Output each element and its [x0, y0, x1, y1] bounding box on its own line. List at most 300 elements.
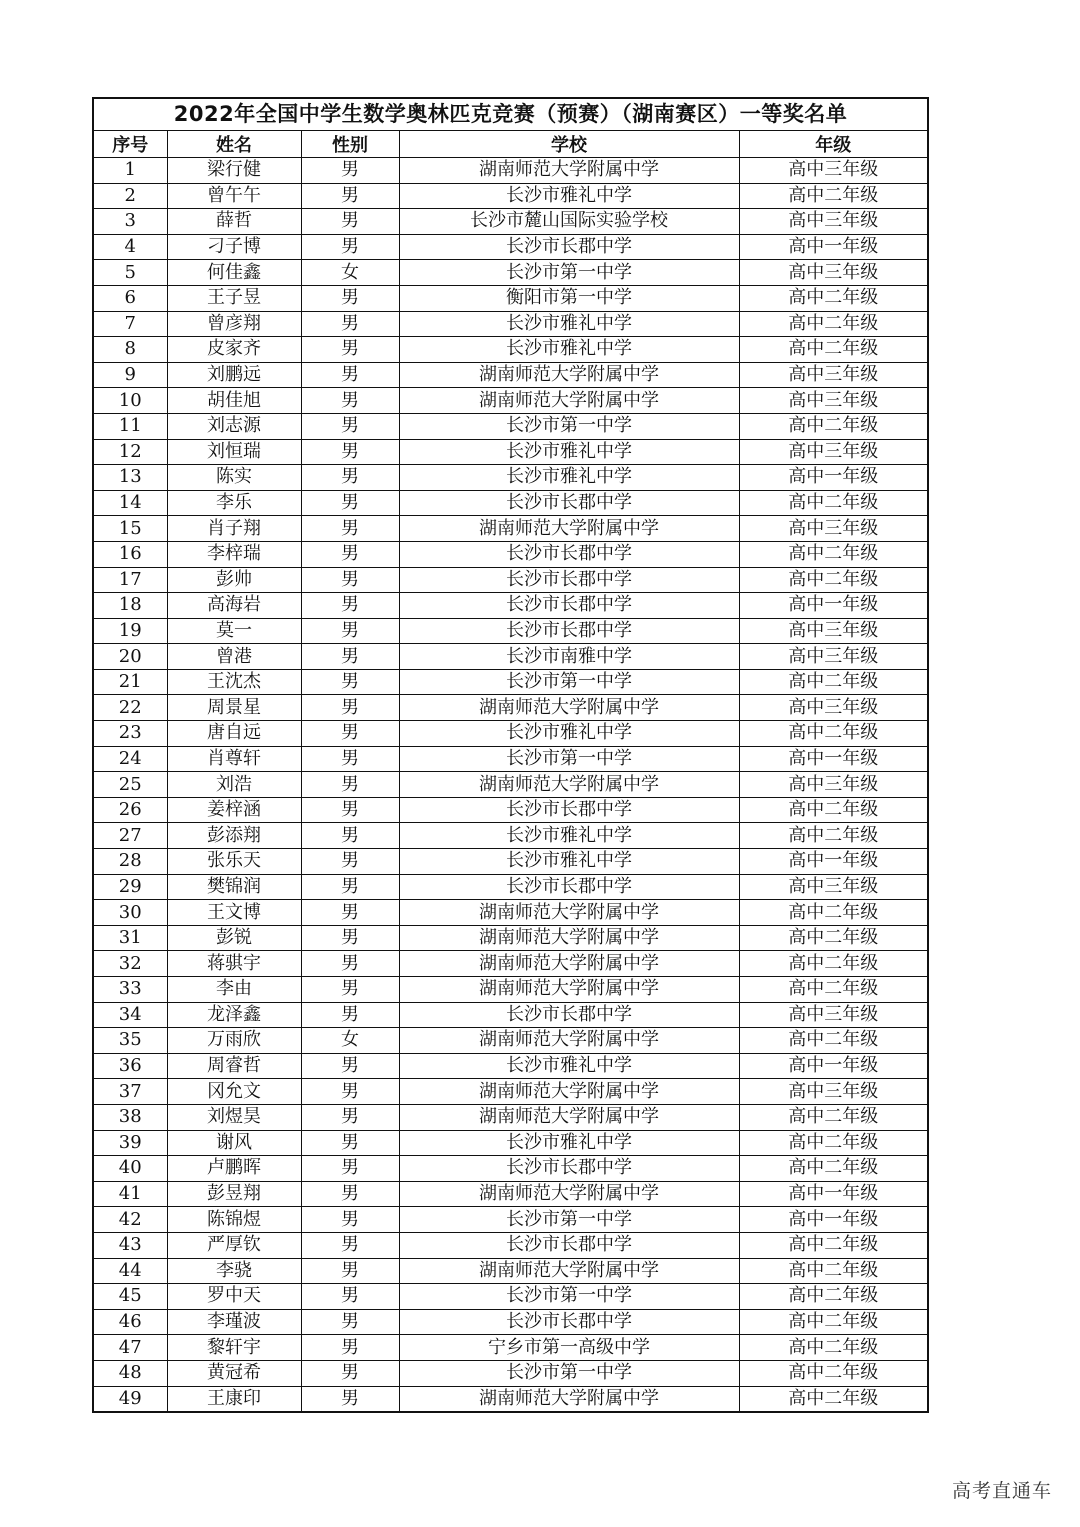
cell-name: 李瑾波 — [167, 1309, 301, 1335]
table-row — [94, 1207, 927, 1233]
table-row — [94, 900, 927, 926]
cell-grade: 高中二年级 — [739, 925, 927, 951]
award-table — [94, 131, 927, 1411]
cell-sex: 男 — [301, 1258, 399, 1284]
cell-sex: 男 — [301, 158, 399, 184]
cell-name: 万雨欣 — [167, 1028, 301, 1054]
cell-sex: 男 — [301, 1309, 399, 1335]
cell-sex: 男 — [301, 183, 399, 209]
cell-grade: 高中二年级 — [739, 1156, 927, 1182]
cell-sex: 男 — [301, 465, 399, 491]
table-row — [94, 209, 927, 235]
cell-school: 长沙市长郡中学 — [399, 1232, 739, 1258]
cell-no: 46 — [94, 1309, 167, 1335]
table-row — [94, 1002, 927, 1028]
cell-no: 39 — [94, 1130, 167, 1156]
cell-no: 33 — [94, 977, 167, 1003]
cell-school: 长沙市长郡中学 — [399, 797, 739, 823]
cell-no: 35 — [94, 1028, 167, 1054]
cell-no: 21 — [94, 669, 167, 695]
cell-no: 6 — [94, 285, 167, 311]
cell-no: 15 — [94, 516, 167, 542]
table-row — [94, 695, 927, 721]
cell-school: 湖南师范大学附属中学 — [399, 1258, 739, 1284]
table-row — [94, 490, 927, 516]
cell-school: 长沙市第一中学 — [399, 1207, 739, 1233]
cell-grade: 高中一年级 — [739, 849, 927, 875]
cell-grade: 高中三年级 — [739, 439, 927, 465]
cell-no: 25 — [94, 772, 167, 798]
cell-name: 李由 — [167, 977, 301, 1003]
cell-name: 龙泽鑫 — [167, 1002, 301, 1028]
cell-name: 陈实 — [167, 465, 301, 491]
cell-school: 长沙市雅礼中学 — [399, 823, 739, 849]
cell-sex: 男 — [301, 1104, 399, 1130]
cell-no: 12 — [94, 439, 167, 465]
cell-sex: 男 — [301, 900, 399, 926]
cell-grade: 高中二年级 — [739, 900, 927, 926]
cell-no: 28 — [94, 849, 167, 875]
cell-school: 长沙市第一中学 — [399, 413, 739, 439]
cell-sex: 男 — [301, 1156, 399, 1182]
table-row — [94, 1335, 927, 1361]
cell-grade: 高中三年级 — [739, 618, 927, 644]
table-row — [94, 362, 927, 388]
cell-sex: 男 — [301, 721, 399, 747]
cell-sex: 男 — [301, 1284, 399, 1310]
cell-no: 29 — [94, 874, 167, 900]
cell-sex: 男 — [301, 1360, 399, 1386]
cell-grade: 高中二年级 — [739, 1258, 927, 1284]
cell-no: 44 — [94, 1258, 167, 1284]
cell-sex: 男 — [301, 490, 399, 516]
table-row — [94, 977, 927, 1003]
cell-school: 湖南师范大学附属中学 — [399, 925, 739, 951]
header-school: 学校 — [399, 131, 739, 158]
document-title: 2022年全国中学生数学奥林匹克竞赛（预赛）（湖南赛区）一等奖名单 — [94, 99, 927, 131]
table-row — [94, 669, 927, 695]
cell-sex: 男 — [301, 337, 399, 363]
cell-sex: 男 — [301, 1130, 399, 1156]
cell-school: 湖南师范大学附属中学 — [399, 388, 739, 414]
cell-sex: 男 — [301, 772, 399, 798]
cell-no: 22 — [94, 695, 167, 721]
watermark-text: 高考直通车 — [951, 1480, 1052, 1502]
cell-name: 莫一 — [167, 618, 301, 644]
cell-school: 长沙市长郡中学 — [399, 1002, 739, 1028]
cell-sex: 男 — [301, 951, 399, 977]
table-row — [94, 1258, 927, 1284]
cell-no: 43 — [94, 1232, 167, 1258]
cell-school: 长沙市长郡中学 — [399, 874, 739, 900]
cell-no: 45 — [94, 1284, 167, 1310]
cell-name: 高海岩 — [167, 593, 301, 619]
cell-sex: 男 — [301, 593, 399, 619]
cell-grade: 高中一年级 — [739, 593, 927, 619]
cell-sex: 男 — [301, 849, 399, 875]
table-row — [94, 337, 927, 363]
cell-no: 38 — [94, 1104, 167, 1130]
table-row — [94, 1104, 927, 1130]
cell-name: 刘志源 — [167, 413, 301, 439]
cell-sex: 男 — [301, 388, 399, 414]
cell-no: 48 — [94, 1360, 167, 1386]
cell-school: 长沙市南雅中学 — [399, 644, 739, 670]
cell-name: 黎轩宇 — [167, 1335, 301, 1361]
cell-no: 19 — [94, 618, 167, 644]
cell-grade: 高中二年级 — [739, 721, 927, 747]
cell-sex: 男 — [301, 1207, 399, 1233]
cell-school: 长沙市长郡中学 — [399, 490, 739, 516]
cell-no: 20 — [94, 644, 167, 670]
table-row — [94, 1360, 927, 1386]
header-no: 序号 — [94, 131, 167, 158]
table-row — [94, 951, 927, 977]
cell-grade: 高中三年级 — [739, 874, 927, 900]
cell-sex: 男 — [301, 413, 399, 439]
cell-sex: 女 — [301, 1028, 399, 1054]
cell-sex: 男 — [301, 925, 399, 951]
cell-grade: 高中二年级 — [739, 337, 927, 363]
cell-sex: 男 — [301, 669, 399, 695]
cell-school: 衡阳市第一中学 — [399, 285, 739, 311]
table-row — [94, 285, 927, 311]
cell-no: 8 — [94, 337, 167, 363]
cell-grade: 高中一年级 — [739, 465, 927, 491]
cell-name: 刘恒瑞 — [167, 439, 301, 465]
cell-no: 30 — [94, 900, 167, 926]
cell-name: 刘浩 — [167, 772, 301, 798]
cell-school: 湖南师范大学附属中学 — [399, 695, 739, 721]
cell-name: 蒋骐宇 — [167, 951, 301, 977]
table-row — [94, 925, 927, 951]
cell-name: 彭添翔 — [167, 823, 301, 849]
table-row — [94, 593, 927, 619]
table-row — [94, 1156, 927, 1182]
cell-grade: 高中二年级 — [739, 1104, 927, 1130]
cell-grade: 高中二年级 — [739, 1386, 927, 1411]
cell-no: 7 — [94, 311, 167, 337]
cell-name: 曾彦翔 — [167, 311, 301, 337]
header-sex: 性别 — [301, 131, 399, 158]
table-row — [94, 1028, 927, 1054]
cell-school: 湖南师范大学附属中学 — [399, 1079, 739, 1105]
table-row — [94, 234, 927, 260]
table-row — [94, 311, 927, 337]
cell-school: 湖南师范大学附属中学 — [399, 900, 739, 926]
cell-sex: 男 — [301, 695, 399, 721]
table-row — [94, 1309, 927, 1335]
cell-name: 李骁 — [167, 1258, 301, 1284]
cell-grade: 高中二年级 — [739, 1232, 927, 1258]
cell-name: 姜梓涵 — [167, 797, 301, 823]
cell-grade: 高中三年级 — [739, 772, 927, 798]
cell-school: 长沙市第一中学 — [399, 1284, 739, 1310]
cell-sex: 男 — [301, 1181, 399, 1207]
cell-grade: 高中二年级 — [739, 669, 927, 695]
cell-sex: 男 — [301, 285, 399, 311]
cell-no: 17 — [94, 567, 167, 593]
cell-no: 32 — [94, 951, 167, 977]
table-row — [94, 746, 927, 772]
cell-sex: 男 — [301, 874, 399, 900]
cell-name: 薛哲 — [167, 209, 301, 235]
cell-no: 3 — [94, 209, 167, 235]
cell-grade: 高中三年级 — [739, 158, 927, 184]
cell-sex: 男 — [301, 644, 399, 670]
table-row — [94, 849, 927, 875]
table-row — [94, 1079, 927, 1105]
cell-school: 长沙市长郡中学 — [399, 593, 739, 619]
cell-grade: 高中二年级 — [739, 285, 927, 311]
cell-grade: 高中二年级 — [739, 1309, 927, 1335]
cell-no: 41 — [94, 1181, 167, 1207]
cell-sex: 男 — [301, 823, 399, 849]
cell-no: 5 — [94, 260, 167, 286]
table-row — [94, 388, 927, 414]
cell-grade: 高中三年级 — [739, 1079, 927, 1105]
header-row — [94, 131, 927, 158]
cell-school: 长沙市第一中学 — [399, 260, 739, 286]
cell-name: 曾港 — [167, 644, 301, 670]
table-row — [94, 618, 927, 644]
cell-no: 26 — [94, 797, 167, 823]
cell-grade: 高中二年级 — [739, 1284, 927, 1310]
table-row — [94, 439, 927, 465]
cell-school: 长沙市雅礼中学 — [399, 721, 739, 747]
cell-grade: 高中二年级 — [739, 977, 927, 1003]
cell-name: 何佳鑫 — [167, 260, 301, 286]
cell-grade: 高中一年级 — [739, 1053, 927, 1079]
cell-grade: 高中三年级 — [739, 260, 927, 286]
table-row — [94, 158, 927, 184]
cell-no: 18 — [94, 593, 167, 619]
table-row — [94, 1386, 927, 1411]
cell-name: 严厚钦 — [167, 1232, 301, 1258]
cell-name: 周景星 — [167, 695, 301, 721]
cell-grade: 高中二年级 — [739, 951, 927, 977]
cell-school: 湖南师范大学附属中学 — [399, 158, 739, 184]
table-row — [94, 644, 927, 670]
cell-grade: 高中二年级 — [739, 1360, 927, 1386]
table-row — [94, 797, 927, 823]
cell-sex: 男 — [301, 516, 399, 542]
cell-school: 宁乡市第一高级中学 — [399, 1335, 739, 1361]
cell-grade: 高中二年级 — [739, 413, 927, 439]
table-row — [94, 1284, 927, 1310]
header-grade: 年级 — [739, 131, 927, 158]
cell-school: 长沙市长郡中学 — [399, 1156, 739, 1182]
table-row — [94, 721, 927, 747]
cell-grade: 高中二年级 — [739, 183, 927, 209]
cell-grade: 高中一年级 — [739, 234, 927, 260]
cell-sex: 女 — [301, 260, 399, 286]
cell-name: 唐自远 — [167, 721, 301, 747]
cell-school: 湖南师范大学附属中学 — [399, 951, 739, 977]
cell-name: 李乐 — [167, 490, 301, 516]
cell-school: 湖南师范大学附属中学 — [399, 516, 739, 542]
cell-school: 湖南师范大学附属中学 — [399, 977, 739, 1003]
cell-sex: 男 — [301, 797, 399, 823]
cell-grade: 高中三年级 — [739, 209, 927, 235]
cell-school: 长沙市第一中学 — [399, 746, 739, 772]
table-row — [94, 823, 927, 849]
cell-grade: 高中二年级 — [739, 311, 927, 337]
cell-no: 11 — [94, 413, 167, 439]
cell-grade: 高中三年级 — [739, 516, 927, 542]
cell-no: 42 — [94, 1207, 167, 1233]
cell-grade: 高中二年级 — [739, 823, 927, 849]
cell-no: 16 — [94, 541, 167, 567]
cell-grade: 高中二年级 — [739, 1335, 927, 1361]
cell-no: 36 — [94, 1053, 167, 1079]
cell-sex: 男 — [301, 1002, 399, 1028]
cell-school: 长沙市长郡中学 — [399, 234, 739, 260]
cell-sex: 男 — [301, 439, 399, 465]
cell-sex: 男 — [301, 1079, 399, 1105]
cell-school: 长沙市长郡中学 — [399, 541, 739, 567]
cell-grade: 高中二年级 — [739, 490, 927, 516]
cell-school: 湖南师范大学附属中学 — [399, 362, 739, 388]
cell-no: 40 — [94, 1156, 167, 1182]
cell-name: 周睿哲 — [167, 1053, 301, 1079]
cell-sex: 男 — [301, 1053, 399, 1079]
table-row — [94, 567, 927, 593]
cell-sex: 男 — [301, 311, 399, 337]
cell-school: 长沙市雅礼中学 — [399, 465, 739, 491]
cell-sex: 男 — [301, 234, 399, 260]
cell-no: 9 — [94, 362, 167, 388]
cell-name: 刁子博 — [167, 234, 301, 260]
cell-name: 皮家齐 — [167, 337, 301, 363]
table-row — [94, 260, 927, 286]
cell-no: 27 — [94, 823, 167, 849]
cell-school: 长沙市第一中学 — [399, 1360, 739, 1386]
cell-grade: 高中一年级 — [739, 1181, 927, 1207]
cell-name: 彭昱翔 — [167, 1181, 301, 1207]
cell-grade: 高中二年级 — [739, 567, 927, 593]
cell-no: 47 — [94, 1335, 167, 1361]
cell-name: 彭帅 — [167, 567, 301, 593]
cell-name: 罗中天 — [167, 1284, 301, 1310]
header-name: 姓名 — [167, 131, 301, 158]
cell-name: 刘鹏远 — [167, 362, 301, 388]
cell-sex: 男 — [301, 209, 399, 235]
cell-school: 长沙市雅礼中学 — [399, 183, 739, 209]
cell-name: 樊锦润 — [167, 874, 301, 900]
cell-school: 长沙市长郡中学 — [399, 1309, 739, 1335]
cell-sex: 男 — [301, 746, 399, 772]
cell-grade: 高中三年级 — [739, 1002, 927, 1028]
cell-name: 王康印 — [167, 1386, 301, 1411]
cell-name: 冈允文 — [167, 1079, 301, 1105]
table-row — [94, 772, 927, 798]
cell-school: 长沙市第一中学 — [399, 669, 739, 695]
cell-name: 李梓瑞 — [167, 541, 301, 567]
table-row — [94, 413, 927, 439]
cell-no: 24 — [94, 746, 167, 772]
cell-name: 刘煜昊 — [167, 1104, 301, 1130]
cell-no: 14 — [94, 490, 167, 516]
cell-school: 长沙市雅礼中学 — [399, 337, 739, 363]
cell-school: 长沙市长郡中学 — [399, 567, 739, 593]
cell-name: 王沈杰 — [167, 669, 301, 695]
cell-grade: 高中二年级 — [739, 541, 927, 567]
cell-sex: 男 — [301, 567, 399, 593]
cell-no: 4 — [94, 234, 167, 260]
cell-sex: 男 — [301, 362, 399, 388]
cell-no: 37 — [94, 1079, 167, 1105]
cell-name: 王子昱 — [167, 285, 301, 311]
cell-name: 黄冠希 — [167, 1360, 301, 1386]
table-row — [94, 1130, 927, 1156]
table-row — [94, 1053, 927, 1079]
cell-school: 长沙市雅礼中学 — [399, 1130, 739, 1156]
cell-grade: 高中三年级 — [739, 644, 927, 670]
cell-sex: 男 — [301, 977, 399, 1003]
table-row — [94, 1232, 927, 1258]
cell-no: 2 — [94, 183, 167, 209]
cell-no: 1 — [94, 158, 167, 184]
cell-school: 长沙市雅礼中学 — [399, 1053, 739, 1079]
cell-name: 张乐天 — [167, 849, 301, 875]
cell-name: 彭锐 — [167, 925, 301, 951]
table-row — [94, 183, 927, 209]
cell-name: 胡佳旭 — [167, 388, 301, 414]
cell-school: 长沙市长郡中学 — [399, 618, 739, 644]
cell-sex: 男 — [301, 1335, 399, 1361]
cell-school: 湖南师范大学附属中学 — [399, 1386, 739, 1411]
table-row — [94, 541, 927, 567]
cell-grade: 高中二年级 — [739, 1130, 927, 1156]
cell-no: 34 — [94, 1002, 167, 1028]
cell-name: 肖尊轩 — [167, 746, 301, 772]
cell-name: 梁行健 — [167, 158, 301, 184]
cell-grade: 高中三年级 — [739, 362, 927, 388]
cell-school: 湖南师范大学附属中学 — [399, 1181, 739, 1207]
cell-grade: 高中二年级 — [739, 1028, 927, 1054]
cell-grade: 高中一年级 — [739, 746, 927, 772]
cell-sex: 男 — [301, 1386, 399, 1411]
cell-school: 湖南师范大学附属中学 — [399, 1104, 739, 1130]
cell-no: 31 — [94, 925, 167, 951]
cell-name: 曾午午 — [167, 183, 301, 209]
cell-sex: 男 — [301, 618, 399, 644]
cell-no: 10 — [94, 388, 167, 414]
cell-grade: 高中一年级 — [739, 1207, 927, 1233]
cell-sex: 男 — [301, 1232, 399, 1258]
cell-school: 湖南师范大学附属中学 — [399, 772, 739, 798]
cell-name: 谢风 — [167, 1130, 301, 1156]
cell-school: 长沙市雅礼中学 — [399, 311, 739, 337]
table-row — [94, 465, 927, 491]
table-row — [94, 1181, 927, 1207]
table-row — [94, 874, 927, 900]
award-list-sheet — [92, 97, 929, 1413]
table-row — [94, 516, 927, 542]
cell-no: 13 — [94, 465, 167, 491]
cell-no: 23 — [94, 721, 167, 747]
cell-school: 湖南师范大学附属中学 — [399, 1028, 739, 1054]
cell-grade: 高中二年级 — [739, 797, 927, 823]
cell-sex: 男 — [301, 541, 399, 567]
cell-name: 肖子翔 — [167, 516, 301, 542]
cell-grade: 高中三年级 — [739, 388, 927, 414]
cell-grade: 高中三年级 — [739, 695, 927, 721]
cell-school: 长沙市雅礼中学 — [399, 849, 739, 875]
cell-no: 49 — [94, 1386, 167, 1411]
cell-name: 王文博 — [167, 900, 301, 926]
